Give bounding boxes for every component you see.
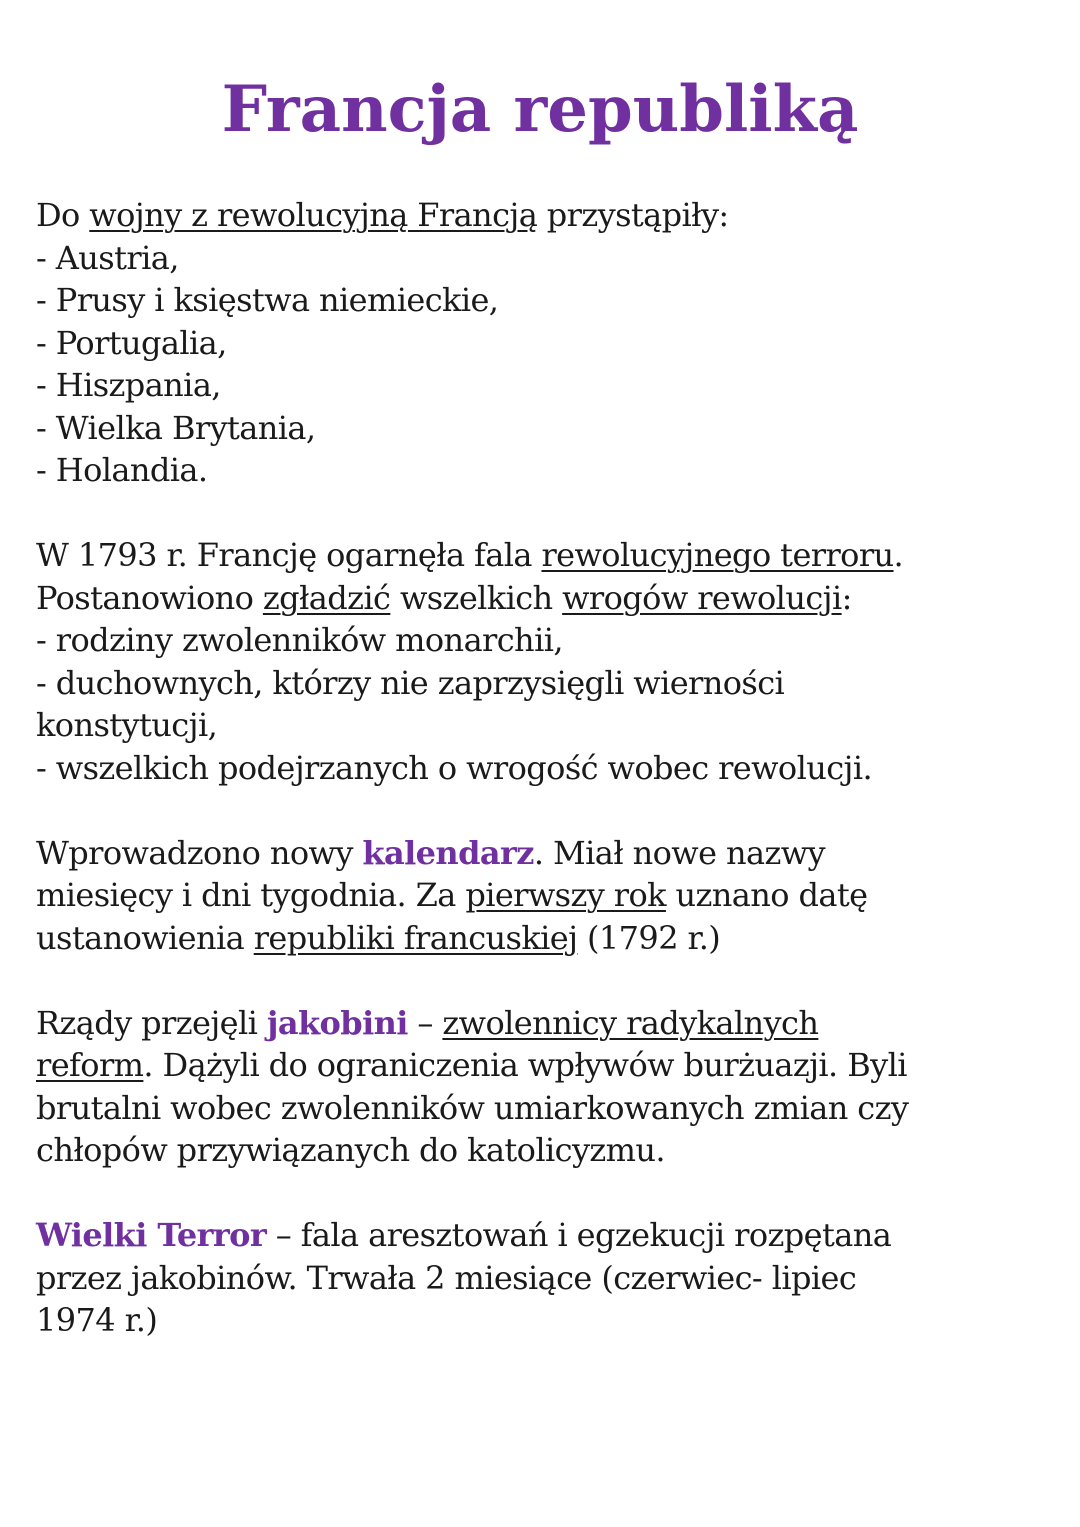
list-item: - Wielka Brytania,: [36, 408, 316, 447]
highlighted-term: kalendarz: [362, 833, 534, 872]
list-item: - wszelkich podejrzanych o wrogość wobec rewolucji.: [36, 748, 873, 787]
paragraph-calendar: [36, 832, 1056, 960]
list-item: - Holandia.: [36, 451, 208, 489]
paragraph-line: konstytucji,: [36, 706, 218, 744]
page-title: Francja republiką: [221, 72, 859, 147]
underlined-phrase: wrogów rewolucji: [562, 578, 842, 617]
list-item: - rodziny zwolenników monarchii,: [36, 621, 563, 659]
list-item: - duchownych, którzy nie zaprzysięgli wierności: [36, 663, 785, 702]
paragraph-line: 1974 r.): [36, 1301, 158, 1339]
paragraph-line: reform. Dążyli do ograniczenia wpływów burżuazji. Byli: [36, 1046, 907, 1084]
highlighted-term: Wielki Terror: [36, 1216, 267, 1254]
note-body: [36, 194, 1056, 1384]
paragraph-war-coalition: [36, 194, 1056, 492]
paragraph-line: Postanowiono zgładzić wszelkich wrogów rewolucji:: [36, 578, 852, 617]
paragraph-great-terror: [36, 1214, 1056, 1342]
underlined-phrase: zgładzić: [262, 578, 391, 617]
paragraph-line: brutalni wobec zwolenników umiarkowanych zmian czy: [36, 1088, 909, 1127]
paragraph-line: Do wojny z rewolucyjną Francją przystąpiły:: [36, 196, 729, 234]
underlined-phrase: zwolennicy radykalnych: [442, 1003, 819, 1042]
underlined-phrase: wojny z rewolucyjną Francją: [89, 196, 538, 234]
paragraph-line: miesięcy i dni tygodnia. Za pierwszy rok uznano datę: [36, 876, 868, 914]
highlighted-term: jakobini: [266, 1003, 408, 1042]
list-item: - Portugalia,: [36, 323, 227, 362]
underlined-phrase: rewolucyjnego terroru: [541, 536, 894, 574]
list-item: - Austria,: [36, 238, 179, 277]
paragraph-line: ustanowienia republiki francuskiej (1792 r.): [36, 918, 721, 957]
underlined-phrase: reform: [36, 1046, 144, 1084]
paragraph-line: Rządy przejęli jakobini – zwolennicy radykalnych: [36, 1003, 819, 1042]
paragraph-line: przez jakobinów. Trwała 2 miesiące (czerwiec- lipiec: [36, 1258, 857, 1297]
paragraph-line: chłopów przywiązanych do katolicyzmu.: [36, 1131, 666, 1169]
underlined-phrase: pierwszy rok: [465, 876, 666, 914]
list-item: - Prusy i księstwa niemieckie,: [36, 281, 499, 319]
paragraph-line: W 1793 r. Francję ogarnęła fala rewolucyjnego terroru.: [36, 536, 904, 574]
paragraph-line: Wprowadzono nowy kalendarz. Miał nowe nazwy: [36, 833, 825, 872]
paragraph-terror: [36, 534, 1056, 789]
list-item: - Hiszpania,: [36, 366, 221, 404]
underlined-phrase: republiki francuskiej: [253, 918, 578, 957]
paragraph-line: Wielki Terror – fala aresztowań i egzekucji rozpętana: [36, 1216, 892, 1254]
paragraph-jacobins: [36, 1002, 1056, 1172]
